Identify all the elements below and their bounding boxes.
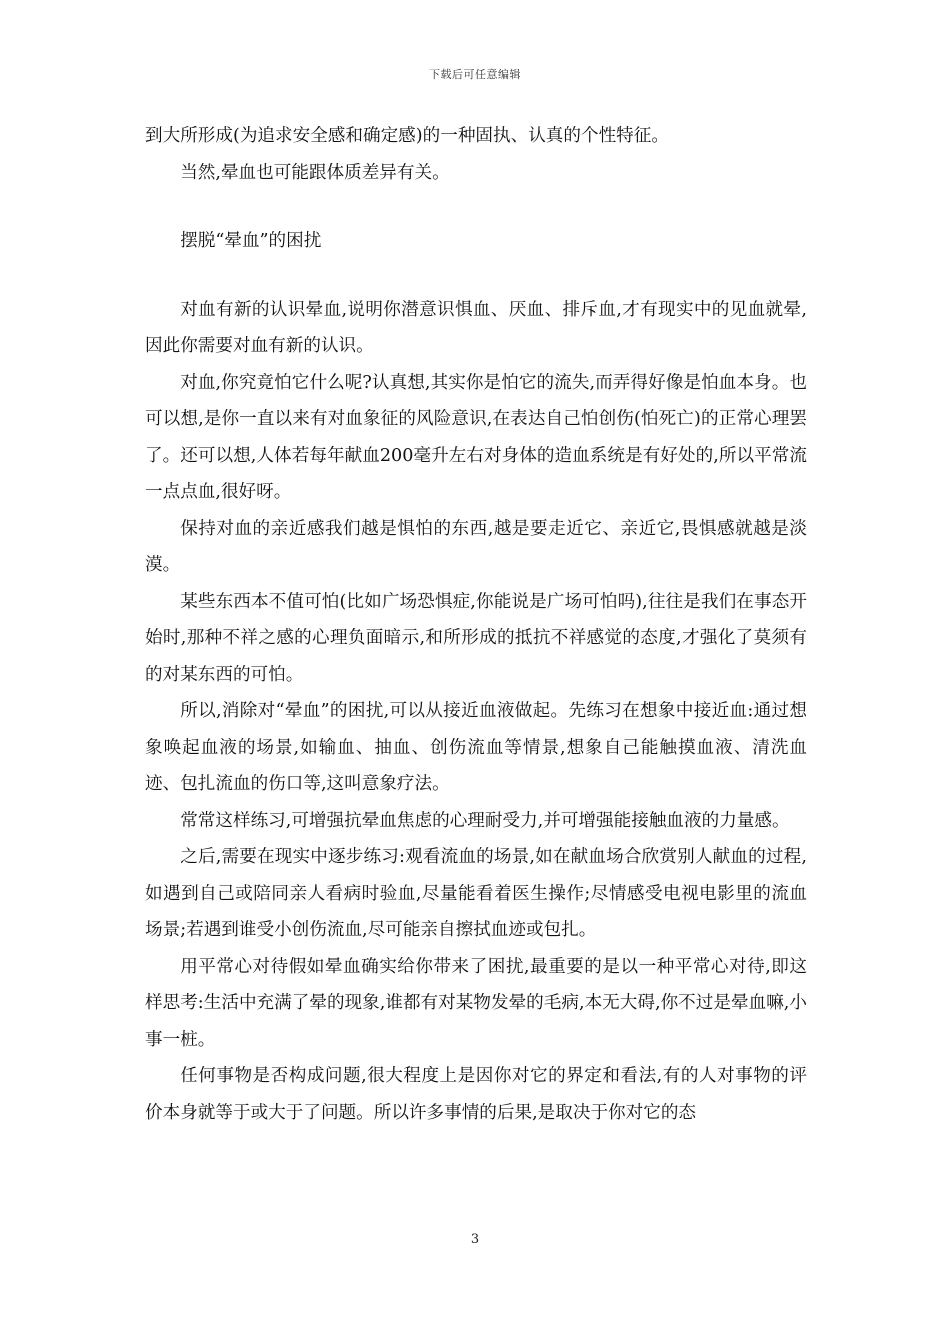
paragraph: 某些东西本不值可怕(比如广场恐惧症,你能说是广场可怕吗),往往是我们在事态开始时,那种不祥之感的心理负面暗示,和所形成的抵抗不祥感觉的态度,才强化了莫须有的对某东西的可怕。 xyxy=(145,591,807,685)
paragraph: 用平常心对待假如晕血确实给你带来了困扰,最重要的是以一种平常心对待,即这样思考:生活中充满了晕的现象,谁都有对某物发晕的毛病,本无大碍,你不过是晕血嘛,小事一桩。 xyxy=(145,956,807,1050)
section-heading: 摆脱“晕血”的困扰 xyxy=(180,231,322,251)
paragraph: 当然,晕血也可能跟体质差异有关。 xyxy=(180,162,450,183)
paragraph: 所以,消除对“晕血”的困扰,可以从接近血液做起。先练习在想象中接近血:通过想象唤起血液的场景,如输血、抽血、创伤流血等情景,想象自己能触摸血液、清洗血迹、包扎流血的伤口等,这叫意象疗法。 xyxy=(145,701,807,794)
page-number: 3 xyxy=(470,1232,480,1247)
document-body xyxy=(145,118,807,1131)
paragraph-continued: 到大所形成(为追求安全感和确定感)的一种固执、认真的个性特征。 xyxy=(145,126,669,146)
paragraph: 任何事物是否构成问题,很大程度上是因你对它的界定和看法,有的人对事物的评价本身就等于或大于了问题。所以许多事情的后果,是取决于你对它的态 xyxy=(145,1066,807,1123)
paragraph: 之后,需要在现实中逐步练习:观看流血的场景,如在献血场合欣赏别人献血的过程,如遇到自己或陪同亲人看病时验血,尽量能看着医生操作;尽情感受电视电影里的流血场景;若遇到谁受小创伤流血,尽可能亲自擦拭血迹或包扎。 xyxy=(145,847,807,940)
paragraph: 常常这样练习,可增强抗晕血焦虑的心理耐受力,并可增强能接触血液的力量感。 xyxy=(180,810,790,831)
paragraph: 对血有新的认识晕血,说明你潜意识惧血、厌血、排斥血,才有现实中的见血就晕,因此你需要对血有新的认识。 xyxy=(145,299,807,356)
paragraph: 对血,你究竟怕它什么呢?认真想,其实你是怕它的流失,而弄得好像是怕血本身。也可以想,是你一直以来有对血象征的风险意识,在表达自己怕创伤(怕死亡)的正常心理罢了。还可以想,人体若每年献血200毫升左右对身体的造血系统是有好处的,所以平常流一点点血,很好呀。 xyxy=(145,372,807,502)
page-header: 下载后可任意编辑 xyxy=(429,68,521,81)
paragraph: 保持对血的亲近感我们越是惧怕的东西,越是要走近它、亲近它,畏惧感就越是淡漠。 xyxy=(145,518,807,575)
